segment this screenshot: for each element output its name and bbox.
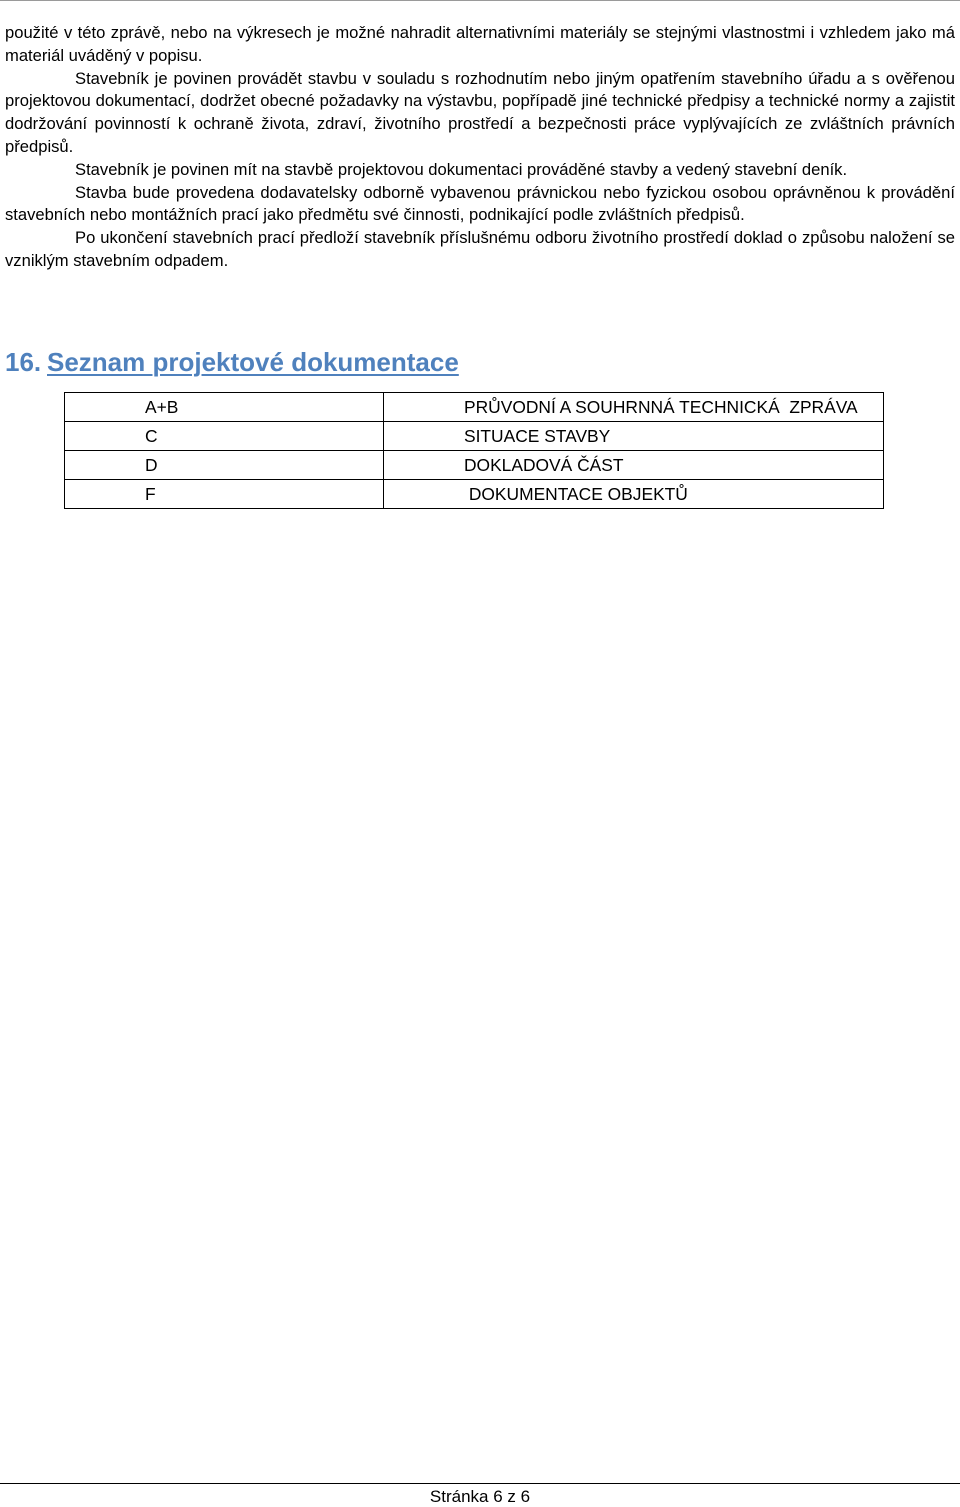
- section-title: Seznam projektové dokumentace: [47, 347, 459, 377]
- paragraph-waste-disposal: Po ukončení stavebních prací předloží stavebník příslušnému odboru životního prostředí doklad o způsobu naložení se vzniklým stavebním odpadem.: [5, 228, 955, 270]
- paragraph-site-documentation: Stavebník je povinen mít na stavbě projektovou dokumentaci prováděné stavby a vedený stavební deník.: [75, 159, 848, 179]
- paragraph-materials-note: použité v této zprávě, nebo na výkresech je možné nahradit alternativními materiály se stejnými vlastnostmi i vzhledem jako má materiál uváděný v popisu.: [5, 23, 955, 65]
- table-cell-title: PRŮVODNÍ A SOUHRNNÁ TECHNICKÁ ZPRÁVA: [384, 393, 884, 422]
- table-cell-code: F: [65, 480, 384, 509]
- section-heading: [5, 343, 459, 381]
- body-text: [5, 22, 955, 273]
- top-rule: [0, 0, 960, 1]
- page-number: Stránka 6 z 6: [429, 1487, 531, 1506]
- table-row: [65, 480, 884, 509]
- section-number: 16.: [5, 347, 42, 377]
- documentation-table: [64, 392, 884, 509]
- footer-rule: [0, 1483, 960, 1484]
- table-cell-title: DOKLADOVÁ ČÁST: [384, 451, 884, 480]
- table-cell-title: DOKUMENTACE OBJEKTŮ: [384, 480, 884, 509]
- table-row: [65, 451, 884, 480]
- table-cell-code: C: [65, 422, 384, 451]
- table-cell-code: A+B: [65, 393, 384, 422]
- table-row: [65, 422, 884, 451]
- table-row: [65, 393, 884, 422]
- table-cell-title: SITUACE STAVBY: [384, 422, 884, 451]
- paragraph-builder-obligations: Stavebník je povinen provádět stavbu v souladu s rozhodnutím nebo jiným opatřením stavebního úřadu a s ověřenou projektovou dokumentací, dodržet obecné požadavky na výstavbu, popřípadě jiné technické předpisy a technické normy a zajistit dodržování povinností k ochraně života, zdraví, životního prostředí a bezpečnosti práce vyplývajících ze zvláštních právních předpisů.: [5, 68, 955, 156]
- paragraph-contractor: Stavba bude provedena dodavatelsky odborně vybavenou právnickou nebo fyzickou osobou oprávněnou k provádění stavebních nebo montážních prací jako předmětu své činnosti, podnikající podle zvláštních předpisů.: [5, 182, 955, 225]
- table-cell-code: D: [65, 451, 384, 480]
